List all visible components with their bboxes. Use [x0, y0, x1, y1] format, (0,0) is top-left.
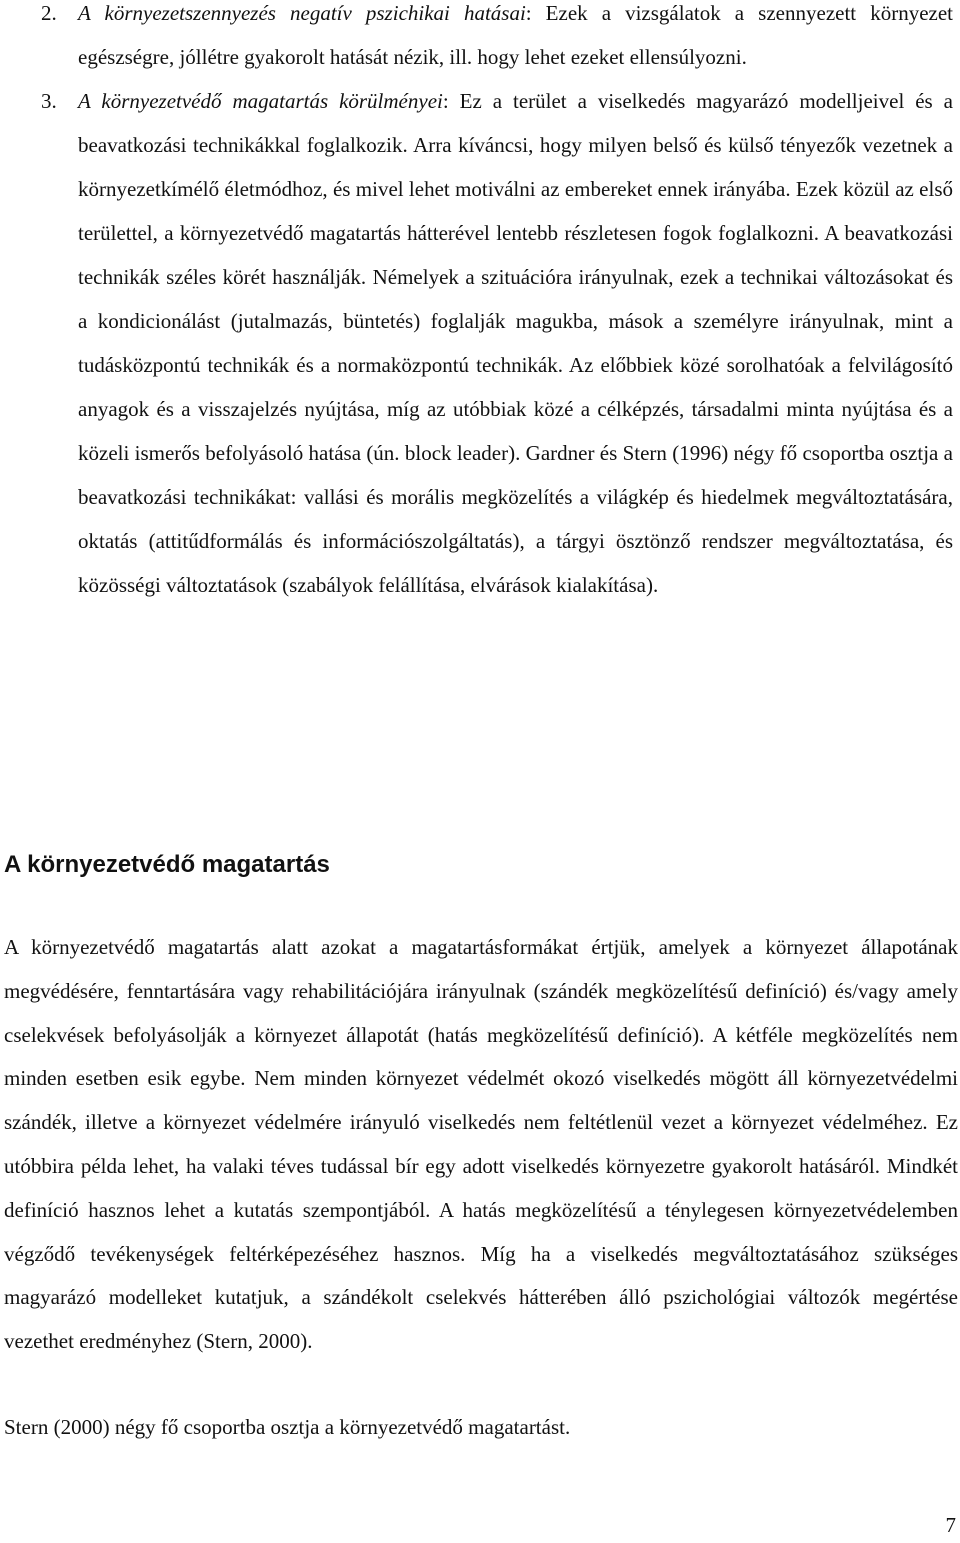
list-item-title: A környezetszennyezés negatív pszichikai hatásai [78, 1, 526, 25]
list-item-body: : Ezek a vizsgálatok a szennyezett környezet egészségre, jóllétre gyakorolt hatását nézik, ill. hogy lehet ezeket ellensúlyozni. [78, 1, 953, 69]
list-item-body: : Ez a terület a viselkedés magyarázó modelljeivel és a beavatkozási technikákkal foglalkozik. Arra kíváncsi, hogy milyen belső és külső tényezők vezetnek a környezetkímélő életmódhoz, és mivel lehet motiválni az embereket ennek irányába. Ezek közül az első területtel, a környezetvédő magatartás hátterével lentebb részletesen fogok foglalkozni. A beavatkozási technikák széles körét használják. Némelyek a szituációra irányulnak, ezek a technikai változásokat és a kondicionálást (jutalmazás, büntetés) foglalják magukba, mások a személyre irányulnak, mint a tudásközpontú technikák és a normaközpontú technikák. Az előbbiek közé sorolhatóak a felvilágosító anyagok és a visszajelzés nyújtása, míg az utóbbiak közé a célképzés, társadalmi minta nyújtása és a közeli ismerős befolyásoló hatása (ún. block leader). Gardner és Stern (1996) négy fő csoportba osztja a beavatkozási technikákat: vallási és morális megközelítés a világkép és hiedelmek megváltoztatására, oktatás (attitűdformálás és információszolgáltatás), a tárgyi ösztönző rendszer megváltoztatása, és közösségi változtatások (szabályok felállítása, elvárások kialakítása). [78, 89, 953, 597]
list-item-number: 2. [41, 1, 57, 25]
numbered-list [0, 0, 960, 607]
list-item-title: A környezetvédő magatartás körülményei [78, 89, 443, 113]
section-heading: A környezetvédő magatartás [4, 851, 330, 878]
list-item [0, 0, 953, 79]
list-item-text [78, 0, 953, 79]
list-item-number: 3. [41, 89, 57, 113]
list-item-text [78, 79, 953, 607]
section-closing-line: Stern (2000) négy fő csoportba osztja a környezetvédő magatartást. [4, 1415, 571, 1439]
list-item [0, 79, 953, 607]
page-number: 7 [945, 1513, 956, 1537]
section-paragraph: A környezetvédő magatartás alatt azokat a magatartásformákat értjük, amelyek a környezet állapotának megvédésére, fenntartására vagy rehabilitációjára irányulnak (szándék megközelítésű definíció) és/vagy amely cselekvések befolyásolják a környezet állapotát (hatás megközelítésű definíció). A kétféle megközelítés nem minden esetben esik egybe. Nem minden környezet védelmét okozó viselkedés mögött áll környezetvédelmi szándék, illetve a környezet védelmére irányuló viselkedés nem feltétlenül vezet a környezet védelméhez. Ez utóbbira példa lehet, ha valaki téves tudással bír egy adott viselkedés környezetre gyakorolt hatásáról. Mindkét definíció hasznos lehet a kutatás szempontjából. A hatás megközelítésű a ténylegesen környezetvédelemben végződő tevékenységek feltérképezéséhez hasznos. Míg ha a viselkedés megváltoztatásához szükséges magyarázó modelleket kutatjuk, a szándékolt cselekvés hátterében álló pszichológiai változók megértése vezethet eredményhez (Stern, 2000). [4, 935, 958, 1354]
